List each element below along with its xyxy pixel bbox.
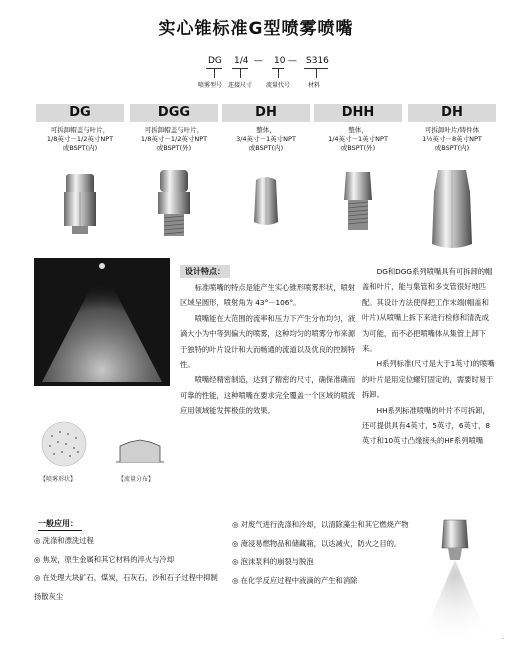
nozzle-dhh-image <box>314 166 402 252</box>
code-flow: 10 <box>274 56 286 66</box>
nozzle-dg-image <box>36 166 124 252</box>
code-tick <box>316 68 317 78</box>
code-tick <box>278 68 279 78</box>
nozzle-dh-cast-image <box>408 166 496 252</box>
design-features <box>180 264 358 419</box>
page-title: 实心锥标准G型喷雾喷嘴 <box>158 19 354 39</box>
series-dhh <box>314 104 402 252</box>
spray-photo <box>34 258 170 386</box>
features-paragraph: 喷嘴能在大范围的流率和压力下产生分布均匀，液滴大小为中等到偏大的喷雾，这种均匀的喷雾分布来源于独特的叶片设计和大而畅通的流道以及优良的控制特性。 <box>180 313 356 370</box>
series-description: 整体， 3/4英寸－1英寸NPT 或BSPT(内) <box>236 126 296 152</box>
applications-heading: 一般应用： <box>38 518 82 531</box>
series-code: DH <box>222 104 310 122</box>
applications-list-left <box>34 532 222 606</box>
application-item: ◎ 在处理大块矿石，煤炭，石灰石，沙和石子过程中抑制扬散灰尘 <box>34 573 218 601</box>
series-columns <box>36 104 496 252</box>
nozzle-cutaway-spray-image <box>418 514 492 642</box>
series-code: DG <box>36 104 124 122</box>
model-code-diagram <box>178 56 358 96</box>
application-item: ◎ 洗涤和漂洗过程 <box>34 536 94 545</box>
series-description: 可拆卸帽盖与叶片， 1/8英寸－1/2英寸NPT 或BSPT(外) <box>140 126 208 152</box>
code-label-material: 材料 <box>308 82 321 89</box>
series-description: 整体， 1/4英寸－1英寸NPT 或BSPT(外) <box>328 126 388 152</box>
features-paragraph: 喷嘴经精密制造，达到了精密的尺寸，确保准确而可靠的性能，这种喷嘴在要求完全覆盖一个区域的喷流应用领域能发挥极佳的效果。 <box>180 375 356 416</box>
series-code: DGG <box>130 104 218 122</box>
code-tick <box>240 68 241 78</box>
series-dg <box>36 104 124 252</box>
flow-distribution-diagram <box>112 420 168 470</box>
spray-shape-caption: 【喷雾形状】 <box>40 476 77 483</box>
series-description: 可拆卸叶片/铸件体 1½英寸－8英寸NPT 或BSPT(内) <box>422 126 482 152</box>
series-description: 可拆卸帽盖与叶片， 1/8英寸－1/2英寸NPT 或BSPT(内) <box>46 126 114 152</box>
application-item: ◎ 泡沫泵料的崩裂与脱泡 <box>232 557 314 567</box>
features-heading: 设计特点： <box>180 265 230 278</box>
features-paragraph: 标准喷嘴的特点是能产生实心锥形喷雾形状，喷射区域呈圆形，喷射角为 43°－106°。 <box>180 283 356 308</box>
notes-paragraph: HH系列标准喷嘴的叶片不可拆卸，还可提供具有4英寸，5英寸，6英寸，8英寸和10英寸凸缘接头的HF系列喷嘴 <box>362 405 491 446</box>
code-material: S316 <box>306 56 329 66</box>
spray-cone-image <box>34 258 170 386</box>
application-item: ◎ 对废气进行洗涤和冷却，以清除藻尘和其它燃烧产物 <box>232 520 409 529</box>
series-dgg <box>130 104 218 252</box>
notes-paragraph: DG和DGG系列喷嘴具有可拆卸的帽盖和叶片，能与集管和多支管很好地匹配。其设计方法使得把工作末端(帽盖和叶片)从喷嘴上拆下来进行检修和清洗成为可能，而不必把喷嘴体从集管上卸下来。 <box>362 267 493 354</box>
flow-distribution-caption: 【流量分布】 <box>118 476 155 483</box>
spray-shape-diagram <box>38 420 90 470</box>
code-dash: — <box>254 56 263 66</box>
application-item: ◎ 焦炭，原生金属和其它材料的淬火与冷却 <box>34 554 175 564</box>
series-dh <box>222 104 310 252</box>
notes-paragraph: H系列标准(尺寸是大于1英寸)的喷嘴的叶片是用定位螺钉固定的，需要时易于拆卸。 <box>362 359 495 400</box>
nozzle-dh-image <box>222 166 310 252</box>
applications-list-right <box>232 516 412 590</box>
code-size: 1/4 <box>234 56 249 66</box>
code-label-series: 喷雾型号 <box>198 82 223 89</box>
code-tick <box>214 68 215 78</box>
code-series: DG <box>208 56 222 66</box>
application-item: ◎ 淹浸易燃物品和储藏箱，以达减火，防火之目的。 <box>232 538 402 548</box>
application-item: ◎ 在化学反应过程中液滴的产生和消除 <box>232 575 358 585</box>
nozzle-dgg-image <box>130 166 218 252</box>
code-label-size: 连接尺寸 <box>228 82 253 89</box>
series-code: DH <box>408 104 496 122</box>
series-notes <box>362 264 496 449</box>
code-dash: — <box>288 56 297 66</box>
series-dh-large <box>408 104 496 252</box>
page-mark: · <box>502 636 504 643</box>
code-label-flow: 流量代号 <box>266 82 291 89</box>
series-code: DHH <box>314 104 402 122</box>
